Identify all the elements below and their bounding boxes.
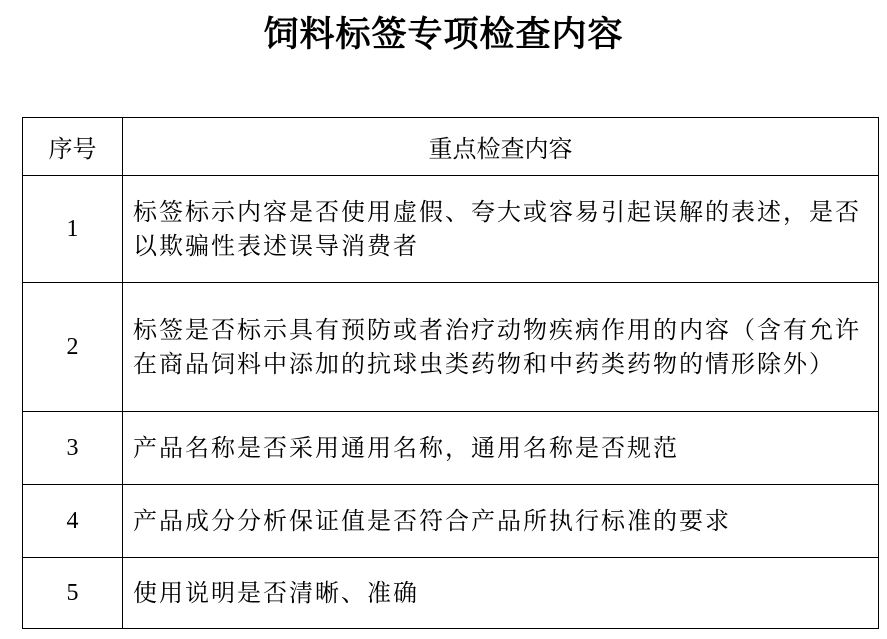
row-content: 产品成分分析保证值是否符合产品所执行标准的要求 — [123, 485, 879, 558]
row-index: 3 — [23, 412, 123, 485]
document-title: 饲料标签专项检查内容 — [263, 15, 624, 55]
row-content: 标签是否标示具有预防或者治疗动物疾病作用的内容（含有允许在商品饲料中添加的抗球虫类药物和中药类药物的情形除外） — [123, 283, 879, 412]
table-row — [23, 485, 879, 558]
row-index: 4 — [23, 485, 123, 558]
header-index: 序号 — [23, 118, 123, 176]
inspection-table — [22, 117, 879, 629]
table-row — [23, 283, 879, 412]
table-row — [23, 558, 879, 629]
table-row — [23, 412, 879, 485]
row-index: 2 — [23, 283, 123, 412]
row-content: 使用说明是否清晰、准确 — [123, 558, 879, 629]
header-content: 重点检查内容 — [123, 118, 879, 176]
row-index: 5 — [23, 558, 123, 629]
table-header-row — [23, 118, 879, 176]
row-content: 标签标示内容是否使用虚假、夸大或容易引起误解的表述，是否以欺骗性表述误导消费者 — [123, 176, 879, 283]
row-content: 产品名称是否采用通用名称，通用名称是否规范 — [123, 412, 879, 485]
row-index: 1 — [23, 176, 123, 283]
table-row — [23, 176, 879, 283]
